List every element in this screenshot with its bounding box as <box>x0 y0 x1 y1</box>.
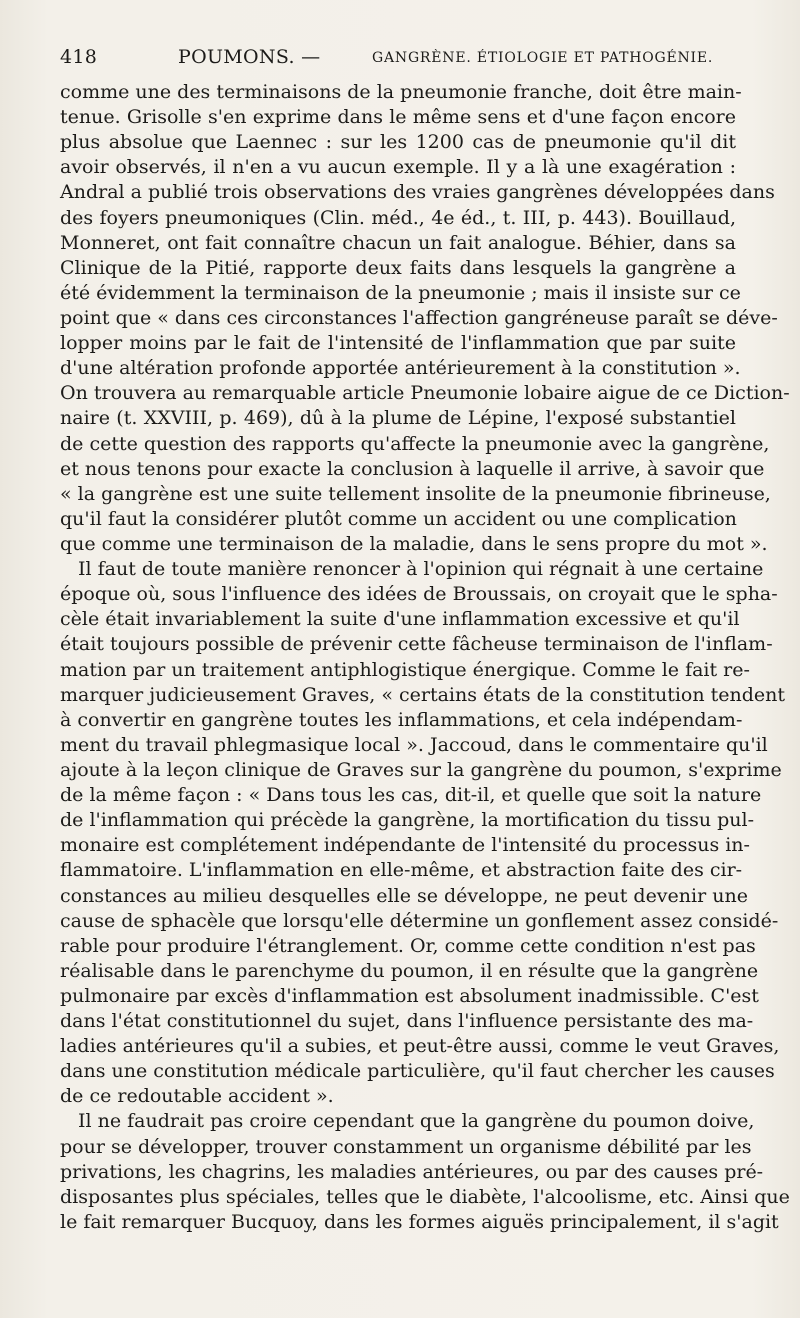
body-text <box>60 80 790 1235</box>
text-line: Il ne faudrait pas croire cependant que la gangrène du poumon doive, <box>78 1110 755 1133</box>
text-line: avoir observés, il n'en a vu aucun exemple. Il y a là une exagération : <box>60 156 736 179</box>
text-line: rable pour produire l'étranglement. Or, comme cette condition n'est pas <box>60 934 756 957</box>
text-line: été évidemment la terminaison de la pneumonie ; mais il insiste sur ce <box>60 281 741 304</box>
page-number: 418 <box>60 46 98 68</box>
text-line: disposantes plus spéciales, telles que le diabète, l'alcoolisme, etc. Ainsi que <box>60 1185 790 1208</box>
text-line: que comme une terminaison de la maladie, dans le sens propre du mot ». <box>60 532 768 555</box>
text-line: qu'il faut la considérer plutôt comme un accident ou une complication <box>60 507 737 530</box>
text-line: Monneret, ont fait connaître chacun un fait analogue. Béhier, dans sa <box>60 231 736 254</box>
text-line: tenue. Grisolle s'en exprime dans le même sens et d'une façon encore <box>60 106 736 129</box>
text-line: naire (t. XXVIII, p. 469), dû à la plume de Lépine, l'exposé substantiel <box>60 407 736 430</box>
text-line: lopper moins par le fait de l'intensité de l'inflammation que par suite <box>60 332 736 355</box>
text-line: point que « dans ces circonstances l'affection gangréneuse paraît se déve- <box>60 306 778 329</box>
text-line: pulmonaire par excès d'inflammation est absolument inadmissible. C'est <box>60 984 759 1007</box>
text-line: ment du travail phlegmasique local ». Jaccoud, dans le commentaire qu'il <box>60 733 768 756</box>
text-line: On trouvera au remarquable article Pneumonie lobaire aigue de ce Diction- <box>60 382 790 405</box>
text-line: de ce redoutable accident ». <box>60 1085 334 1108</box>
text-line: flammatoire. L'inflammation en elle-même, et abstraction faite des cir- <box>60 859 743 882</box>
text-line: d'une altération profonde apportée antérieurement à la constitution ». <box>60 357 741 380</box>
text-line: de l'inflammation qui précède la gangrène, la mortification du tissu pul- <box>60 809 754 832</box>
text-line: Clinique de la Pitié, rapporte deux faits dans lesquels la gangrène a <box>60 256 736 279</box>
text-line: était toujours possible de prévenir cette fâcheuse terminaison de l'inflam- <box>60 633 773 656</box>
text-line: ajoute à la leçon clinique de Graves sur la gangrène du poumon, s'exprime <box>60 758 782 781</box>
text-line: plus absolue que Laennec : sur les 1200 cas de pneumonie qu'il dit <box>60 131 736 154</box>
text-line: « la gangrène est une suite tellement insolite de la pneumonie fibrineuse, <box>60 482 771 505</box>
text-line: réalisable dans le parenchyme du poumon, il en résulte que la gangrène <box>60 959 759 982</box>
text-line: cause de sphacèle que lorsqu'elle détermine un gonflement assez considé- <box>60 909 779 932</box>
text-line: le fait remarquer Bucquoy, dans les formes aiguës principalement, il s'agit <box>60 1210 779 1233</box>
text-line: époque où, sous l'influence des idées de Broussais, on croyait que le spha- <box>60 583 778 606</box>
text-line: comme une des terminaisons de la pneumonie franche, doit être main- <box>60 81 742 103</box>
running-title: POUMONS. — <box>178 46 321 68</box>
text-line: dans une constitution médicale particulière, qu'il faut chercher les causes <box>60 1060 775 1083</box>
text-line: et nous tenons pour exacte la conclusion à laquelle il arrive, à savoir que <box>60 457 765 480</box>
text-line: dans l'état constitutionnel du sujet, dans l'influence persistante des ma- <box>60 1010 754 1033</box>
text-line: Il faut de toute manière renoncer à l'opinion qui régnait à une certaine <box>78 558 764 581</box>
running-head <box>60 44 740 74</box>
text-line: pour se développer, trouver constamment un organisme débilité par les <box>60 1135 752 1158</box>
text-line: marquer judicieusement Graves, « certains états de la constitution tendent <box>60 683 786 706</box>
text-line: à convertir en gangrène toutes les inflammations, et cela indépendam- <box>60 708 743 731</box>
text-line: des foyers pneumoniques (Clin. méd., 4e éd., t. III, p. 443). Bouillaud, <box>60 206 736 229</box>
text-line: cèle était invariablement la suite d'une inflammation excessive et qu'il <box>60 608 740 631</box>
text-line: mation par un traitement antiphlogistique énergique. Comme le fait re- <box>60 658 750 681</box>
text-line: constances au milieu desquelles elle se développe, ne peut devenir une <box>60 884 748 907</box>
text-line: ladies antérieures qu'il a subies, et peut-être aussi, comme le veut Graves, <box>60 1035 780 1058</box>
text-line: Andral a publié trois observations des vraies gangrènes développées dans <box>60 181 775 204</box>
text-line: privations, les chagrins, les maladies antérieures, ou par des causes pré- <box>60 1160 764 1183</box>
text-line: de cette question des rapports qu'affecte la pneumonie avec la gangrène, <box>60 432 770 455</box>
running-subtitle: GANGRÈNE. ÉTIOLOGIE ET PATHOGÉNIE. <box>372 50 714 66</box>
text-line: monaire est complétement indépendante de l'intensité du processus in- <box>60 834 750 857</box>
text-line: de la même façon : « Dans tous les cas, dit-il, et quelle que soit la nature <box>60 784 762 807</box>
